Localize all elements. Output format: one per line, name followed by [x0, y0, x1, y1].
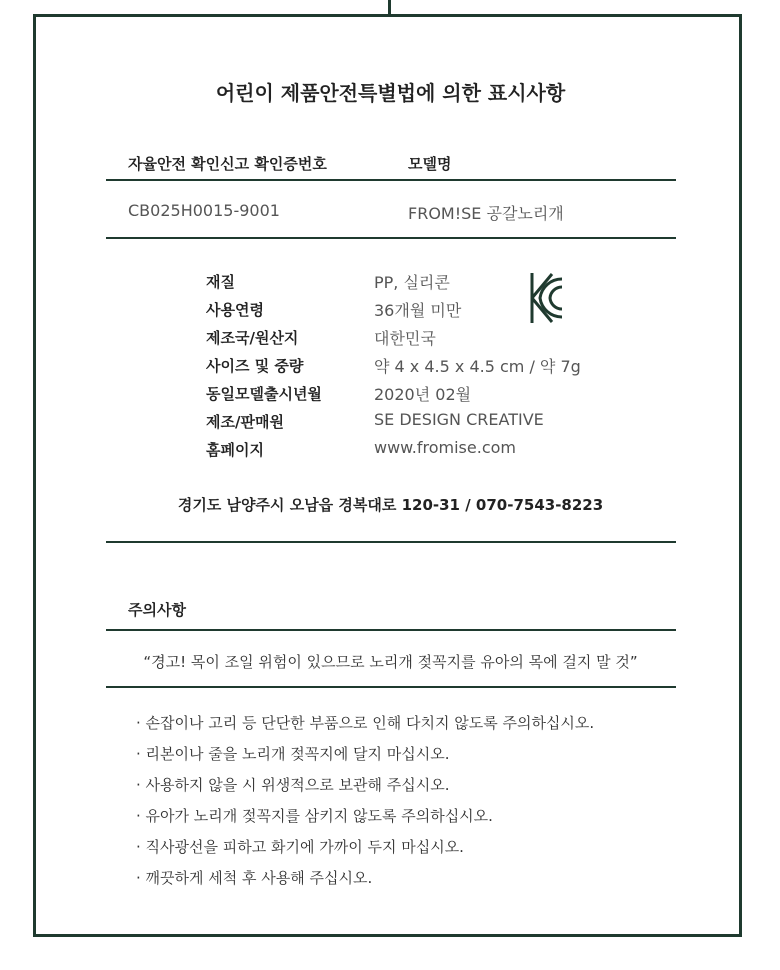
spec-label-release-date: 동일모델출시년월 — [206, 385, 322, 403]
kc-certification-icon — [528, 271, 564, 325]
spec-value-size: 약 4 x 4.5 x 4.5 cm / 약 7g — [374, 357, 581, 376]
spec-label-manufacturer: 제조/판매원 — [206, 413, 284, 431]
caution-item: · 깨끗하게 세척 후 사용해 주십시오. — [136, 869, 373, 887]
spec-label-material: 재질 — [206, 273, 235, 291]
spec-value-manufacturer: SE DESIGN CREATIVE — [374, 410, 544, 429]
spec-label-origin: 제조국/원산지 — [206, 329, 299, 347]
warning-text: “경고! 목이 조일 위험이 있으므로 노리개 젖꼭지를 유아의 목에 걸지 말 것” — [143, 653, 638, 671]
page-title: 어린이 제품안전특별법에 의한 표시사항 — [215, 81, 566, 105]
spec-value-material: PP, 실리콘 — [374, 273, 450, 292]
cert-number-value: CB025H0015-9001 — [128, 201, 280, 220]
caution-item: · 직사광선을 피하고 화기에 가까이 두지 마십시오. — [136, 838, 464, 856]
spec-value-age: 36개월 미만 — [374, 301, 462, 320]
spec-value-homepage: www.fromise.com — [374, 438, 516, 457]
label-frame — [33, 14, 742, 937]
spec-label-homepage: 홈페이지 — [206, 441, 264, 459]
divider — [106, 629, 676, 631]
address-phone: 경기도 남양주시 오남읍 경복대로 120-31 / 070-7543-8223 — [177, 496, 604, 514]
caution-item: · 리본이나 줄을 노리개 젖꼭지에 달지 마십시오. — [136, 745, 450, 763]
divider — [106, 686, 676, 688]
caution-item: · 유아가 노리개 젖꼭지를 삼키지 않도록 주의하십시오. — [136, 807, 493, 825]
spec-label-size: 사이즈 및 중량 — [206, 357, 304, 375]
caution-item: · 사용하지 않을 시 위생적으로 보관해 주십시오. — [136, 776, 450, 794]
spec-value-release-date: 2020년 02월 — [374, 385, 472, 404]
divider — [106, 179, 676, 181]
caution-title: 주의사항 — [128, 601, 186, 619]
cert-number-label: 자율안전 확인신고 확인증번호 — [128, 155, 327, 173]
divider — [106, 237, 676, 239]
spec-value-origin: 대한민국 — [374, 329, 436, 348]
model-name-label: 모델명 — [408, 155, 452, 173]
divider — [106, 541, 676, 543]
spec-label-age: 사용연령 — [206, 301, 264, 319]
model-name-value: FROM!SE 공갈노리개 — [408, 204, 564, 223]
caution-item: · 손잡이나 고리 등 단단한 부품으로 인해 다치지 않도록 주의하십시오. — [136, 714, 595, 732]
